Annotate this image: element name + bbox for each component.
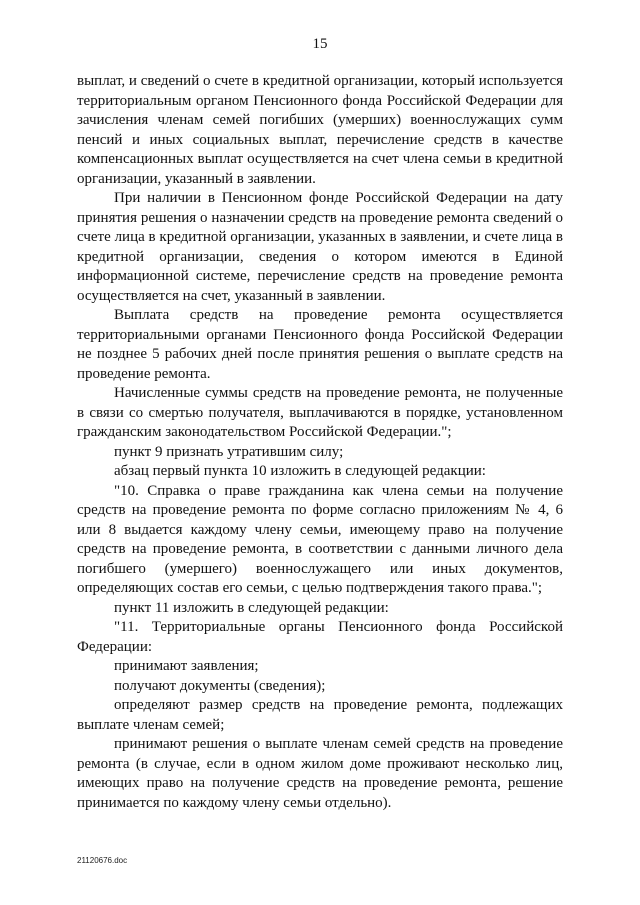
paragraph-point-10: "10. Справка о праве гражданина как члена семьи на получение средств на проведение ремонта по форме согласно приложениям № 4, 6 или 8 выдается каждому члену семьи, имеющему право на получение средств на проведение ремонта, в соответствии с данными личного дела погибшего (умершего) военнослужащего или иных документов, определяющих состав его семьи, с целью подтверждения такого права."; (77, 482, 563, 596)
paragraph-account-info: При наличии в Пенсионном фонде Российской Федерации на дату принятия решения о назначении средств на проведение ремонта сведений о счете лица в кредитной организации, указанных в заявлении, и счете лица в кредитной организации, сведения о котором имеются в Единой информационной системе, перечисление средств на проведение ремонта осуществляется на счет, указанный в заявлении. (77, 190, 563, 304)
paragraph-point-11: "11. Территориальные органы Пенсионного фонда Российской Федерации: (77, 619, 563, 655)
list-item-determine-amount: определяют размер средств на проведение ремонта, подлежащих выплате членам семей; (77, 697, 563, 733)
paragraph-unpaid-sums: Начисленные суммы средств на проведение ремонта, не полученные в связи со смертью получателя, выплачиваются в порядке, установленном гражданским законодательством Российской Федерации."; (77, 385, 563, 440)
list-item-accept-applications: принимают заявления; (114, 658, 259, 674)
page-number: 15 (312, 36, 328, 52)
list-item-receive-documents: получают документы (сведения); (114, 677, 326, 694)
paragraph-payment-terms: Выплата средств на проведение ремонта осуществляется территориальными органами Пенсионного фонда Российской Федерации не позднее 5 рабочих дней после принятия решения о выплате средств на проведение ремонта. (77, 307, 563, 382)
document-footer-code: 21120676.doc (77, 856, 128, 865)
paragraph-point-9: пункт 9 признать утратившим силу; (114, 443, 344, 460)
paragraph-point-10-intro: абзац первый пункта 10 изложить в следующей редакции: (114, 463, 486, 479)
paragraph-point-11-intro: пункт 11 изложить в следующей редакции: (114, 599, 389, 616)
list-item-make-decisions: принимают решения о выплате членам семей средств на проведение ремонта (в случае, если в одном жилом доме проживают несколько лиц, имеющих право на получение средств на проведение ремонта, решение принимается по каждому члену семьи отдельно). (77, 736, 563, 811)
paragraph-payment-account: выплат, и сведений о счете в кредитной организации, который используется территориальным органом Пенсионного фонда Российской Федерации для зачисления членам семей погибших (умерших) военнослужащих сумм пенсий и иных социальных выплат, перечисление средств в качестве компенсационных выплат осуществляется на счет члена семьи в кредитной организации, указанный в заявлении. (77, 73, 563, 187)
document-body (77, 72, 563, 813)
